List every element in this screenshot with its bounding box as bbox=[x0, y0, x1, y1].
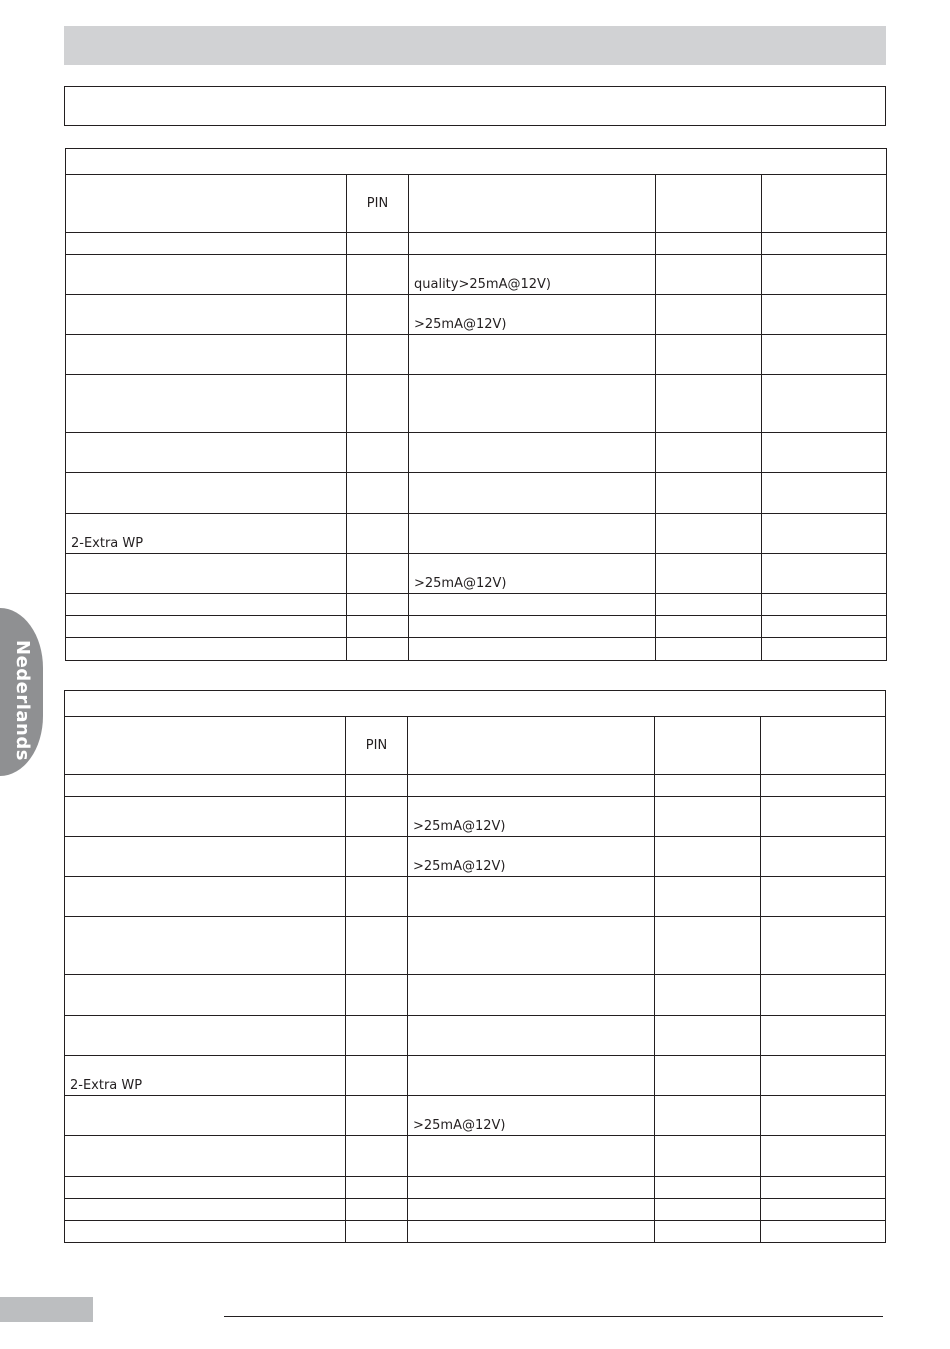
table-row bbox=[65, 1096, 886, 1136]
table-caption bbox=[66, 149, 887, 175]
pin-column-header: PIN bbox=[347, 175, 409, 233]
row-spec bbox=[409, 514, 656, 554]
row-label: 2-Extra WP bbox=[65, 1056, 346, 1096]
table-row bbox=[65, 797, 886, 837]
row-spec bbox=[408, 917, 655, 975]
table-row bbox=[66, 433, 887, 473]
row-label bbox=[66, 375, 347, 433]
table-row bbox=[66, 233, 887, 255]
row-spec bbox=[409, 335, 656, 375]
row-spec bbox=[408, 1136, 655, 1177]
table-row bbox=[66, 473, 887, 514]
page-number-tab bbox=[0, 1297, 93, 1322]
language-side-tab-label: Nederlands bbox=[12, 640, 33, 761]
row-label bbox=[65, 917, 346, 975]
row-label bbox=[66, 554, 347, 594]
row-spec bbox=[408, 1221, 655, 1243]
row-label bbox=[65, 1136, 346, 1177]
row-spec bbox=[409, 616, 656, 638]
row-label bbox=[65, 837, 346, 877]
row-spec bbox=[409, 233, 656, 255]
row-spec: >25mA@12V) bbox=[408, 837, 655, 877]
row-spec: >25mA@12V) bbox=[408, 797, 655, 837]
pin-table-1 bbox=[65, 148, 887, 661]
table-row bbox=[65, 1136, 886, 1177]
row-spec bbox=[408, 877, 655, 917]
row-label bbox=[66, 295, 347, 335]
row-label bbox=[65, 1221, 346, 1243]
table-row bbox=[65, 975, 886, 1016]
column-header bbox=[409, 175, 656, 233]
column-header bbox=[655, 717, 761, 775]
table-row bbox=[66, 255, 887, 295]
row-spec bbox=[408, 1056, 655, 1096]
row-spec bbox=[408, 1016, 655, 1056]
row-spec bbox=[408, 1177, 655, 1199]
row-spec: >25mA@12V) bbox=[408, 1096, 655, 1136]
table-row bbox=[66, 375, 887, 433]
row-label bbox=[66, 255, 347, 295]
row-label bbox=[66, 473, 347, 514]
table-row bbox=[65, 1221, 886, 1243]
pin-table-2 bbox=[64, 690, 886, 1243]
table-row bbox=[65, 1056, 886, 1096]
column-header bbox=[65, 717, 346, 775]
row-label bbox=[65, 1096, 346, 1136]
row-spec bbox=[408, 775, 655, 797]
table-row bbox=[65, 837, 886, 877]
table-row bbox=[65, 877, 886, 917]
table-row bbox=[65, 1177, 886, 1199]
table-row bbox=[66, 335, 887, 375]
table-row bbox=[66, 554, 887, 594]
table-row bbox=[66, 616, 887, 638]
pin-column-header: PIN bbox=[346, 717, 408, 775]
row-spec bbox=[409, 594, 656, 616]
row-label bbox=[66, 594, 347, 616]
table-row bbox=[65, 1016, 886, 1056]
column-header bbox=[761, 717, 886, 775]
table-row bbox=[66, 594, 887, 616]
row-spec: >25mA@12V) bbox=[409, 554, 656, 594]
table-row bbox=[65, 775, 886, 797]
row-label: 2-Extra WP bbox=[66, 514, 347, 554]
column-header bbox=[656, 175, 762, 233]
row-label bbox=[66, 433, 347, 473]
row-label bbox=[66, 233, 347, 255]
page-header-bar bbox=[64, 26, 886, 65]
row-label bbox=[66, 616, 347, 638]
table-row bbox=[65, 917, 886, 975]
row-spec bbox=[409, 375, 656, 433]
table-caption bbox=[65, 691, 886, 717]
row-label bbox=[66, 335, 347, 375]
row-label bbox=[65, 1016, 346, 1056]
column-header bbox=[66, 175, 347, 233]
row-label bbox=[65, 1177, 346, 1199]
row-label bbox=[65, 877, 346, 917]
column-header bbox=[762, 175, 887, 233]
table-row bbox=[66, 295, 887, 335]
row-spec: >25mA@12V) bbox=[409, 295, 656, 335]
row-spec bbox=[408, 975, 655, 1016]
row-label bbox=[66, 638, 347, 661]
row-spec bbox=[409, 473, 656, 514]
row-spec bbox=[408, 1199, 655, 1221]
row-spec bbox=[409, 638, 656, 661]
row-label bbox=[65, 775, 346, 797]
footer-rule bbox=[224, 1316, 883, 1317]
table-row bbox=[66, 514, 887, 554]
row-label bbox=[65, 1199, 346, 1221]
row-label bbox=[65, 975, 346, 1016]
title-box bbox=[64, 86, 886, 126]
column-header bbox=[408, 717, 655, 775]
row-spec bbox=[409, 433, 656, 473]
table-row bbox=[65, 1199, 886, 1221]
table-row bbox=[66, 638, 887, 661]
row-label bbox=[65, 797, 346, 837]
row-spec: quality>25mA@12V) bbox=[409, 255, 656, 295]
